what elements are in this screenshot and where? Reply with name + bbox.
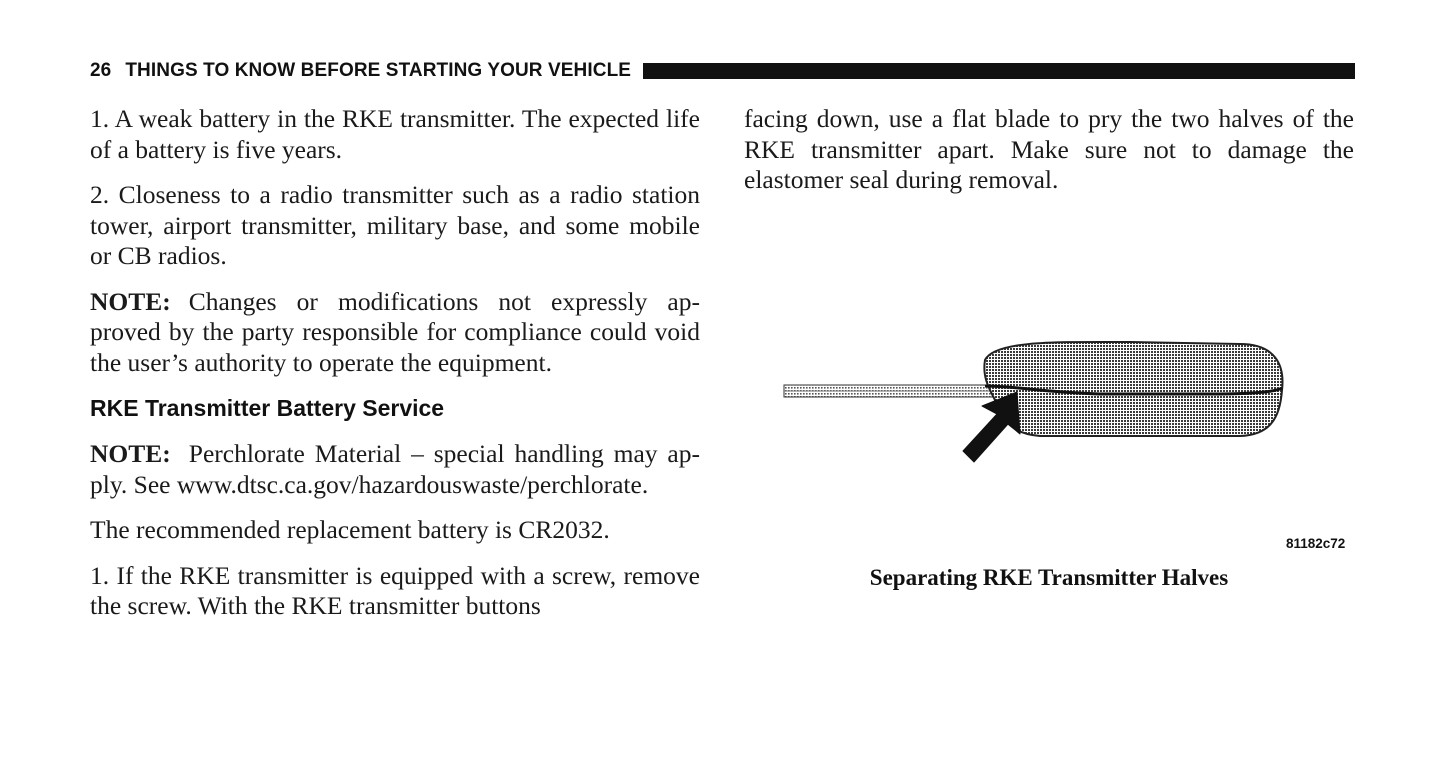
page-header	[90, 60, 1355, 82]
page-number: 26	[90, 60, 112, 81]
paragraph-step-1: 1. If the RKE transmitter is equipped with a screw, remove the screw. With the RKE transmitter buttons	[90, 560, 700, 620]
chapter-title: THINGS TO KNOW BEFORE STARTING YOUR VEHICLE	[125, 60, 632, 81]
rke-transmitter-illustration	[770, 330, 1290, 470]
figure-caption: Separating RKE Transmitter Halves	[869, 565, 1229, 590]
header-rule	[643, 63, 1355, 79]
paragraph-step-1-continued: facing down, use a flat blade to pry the two halves of the RKE transmitter apart. Make sure not to damage the elastomer seal during removal.	[744, 104, 1354, 194]
note-label: NOTE:	[90, 286, 171, 316]
paragraph-weak-battery: 1. A weak battery in the RKE transmitter. The expected life of a battery is five years.	[90, 104, 700, 164]
note-text: Perchlorate Material – special handling may ap-ply. See www.dtsc.ca.gov/hazardouswaste/perchlorate.	[90, 439, 700, 499]
transmitter-body	[984, 342, 1282, 436]
pry-arrow-icon	[963, 392, 1020, 462]
rke-transmitter-figure	[770, 330, 1290, 470]
paragraph-radio-closeness: 2. Closeness to a radio transmitter such as a radio station tower, airport transmitter, military base, and some mobile or CB radios.	[90, 180, 700, 270]
figure-code: 81182c72	[1286, 536, 1346, 551]
note-text: Changes or modifications not expressly ap-proved by the party responsible for compliance could void the user’s authority to operate the equipment.	[90, 286, 700, 377]
note-modifications	[90, 287, 700, 379]
note-label: NOTE:	[90, 439, 171, 468]
key-blade	[784, 385, 1004, 397]
left-column	[90, 104, 700, 637]
paragraph-replacement-battery: The recommended replacement battery is CR2032.	[90, 515, 610, 544]
section-heading: RKE Transmitter Battery Service	[90, 395, 445, 421]
right-column	[744, 104, 1354, 211]
note-perchlorate	[90, 439, 700, 500]
